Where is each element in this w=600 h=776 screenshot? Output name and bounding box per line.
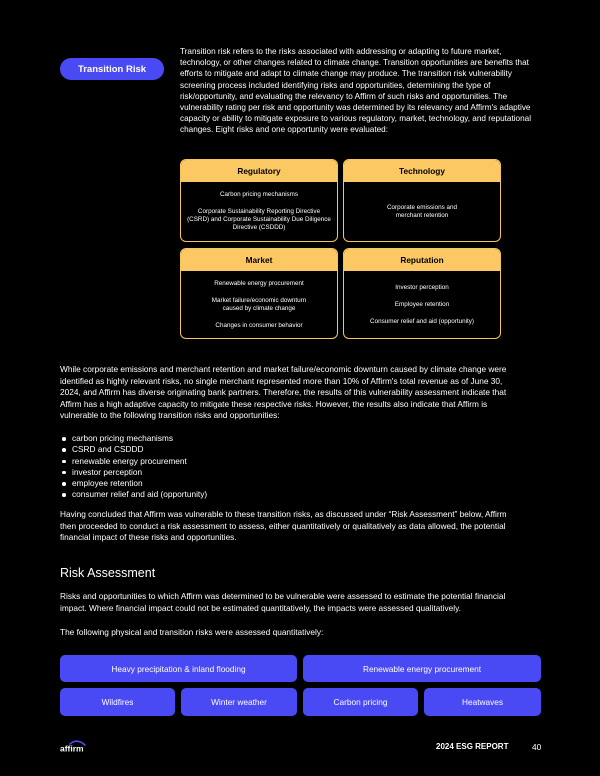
box-item: Employee retention [394,300,450,308]
technology-box [343,159,501,242]
box-title: Regulatory [181,160,337,182]
risk-assessment-lead-in: The following physical and transition risks were assessed quantitatively: [60,627,324,637]
renewable-energy-pill: Renewable energy procurement [303,655,541,682]
risk-category-grid [180,159,501,339]
box-title: Market [181,249,337,271]
vulnerability-paragraph: While corporate emissions and merchant retention and market failure/economic downturn caused by climate change were identified as highly relevant risks, no single merchant represented more than 10% of Affirm's total revenue as of June 30, 2024, and Affirm has diverse originating bank partners. Therefore, the results of this vulnerability assessment indicate that Affirm has a high adaptive capacity to mitigate these respective risks. However, the results also indicate that Affirm is vulnerable to the following transition risks and opportunities: [60,364,507,421]
list-item: carbon pricing mechanisms [60,433,207,444]
conclusion-paragraph: Having concluded that Affirm was vulnerable to these transition risks, as discussed under “Risk Assessment” below, Affirm then proceeded to conduct a risk assessment to assess, either quantitatively or qualitatively as data allowed, the potential financial impact of these risks and opportunities. [60,509,507,543]
vulnerable-risks-list [60,433,207,501]
box-item: Carbon pricing mechanisms [219,191,299,198]
box-item: Changes in consumer behavior [215,321,303,329]
list-item: CSRD and CSDDD [60,444,207,455]
box-item: Corporate emissions and merchant retention [386,203,457,219]
box-item: Investor perception [395,283,449,291]
list-item: investor perception [60,467,207,478]
box-item: Renewable energy procurement [214,279,304,287]
box-item: Consumer relief and aid (opportunity) [370,317,474,325]
winter-weather-pill: Winter weather [181,688,297,716]
risk-assessment-heading: Risk Assessment [60,566,156,580]
carbon-pricing-pill: Carbon pricing [303,688,418,716]
box-item: Market failure/economic downturn caused by climate change [211,296,307,312]
report-title: 2024 ESG REPORT [436,742,509,751]
risk-assessment-paragraph: Risks and opportunities to which Affirm was determined to be vulnerable were assessed to estimate the potential financial impact. Where financial impact could not be estimated quantitatively, the impacts were assessed qualitatively. [60,591,506,613]
box-title: Technology [344,160,500,182]
heatwaves-pill: Heatwaves [424,688,541,716]
page-number: 40 [532,742,542,752]
wildfires-pill: Wildfires [60,688,175,716]
transition-risk-intro: Transition risk refers to the risks associated with addressing or adapting to future market, technology, or other changes related to climate change. Transition opportunities are benefits that efforts to mitigate and adapt to climate change may produce. The transition risk vulnerability screening process included identifying risks and opportunities, determining the type of risk/opportunity, and evaluating the relevancy to Affirm of such risks and opportunities. The vulnerability rating per risk and opportunity was determined by its relevancy and Affirm's adaptive capacity or ability to mitigate exposure to various regulatory, market, technology, and reputational changes. Eight risks and one opportunity were evaluated: [180,47,532,135]
box-title: Reputation [344,249,500,271]
market-box [180,248,338,339]
list-item: consumer relief and aid (opportunity) [60,489,207,500]
regulatory-box [180,159,338,242]
transition-risk-label: Transition Risk [60,58,164,80]
heavy-precipitation-pill: Heavy precipitation & inland flooding [60,655,297,682]
list-item: renewable energy procurement [60,456,207,467]
box-item: Corporate Sustainability Reporting Directive (CSRD) and Corporate Sustainability Due Diligence Directive (CSDDD) [187,208,331,231]
svg-text:affirm: affirm [60,743,84,753]
affirm-logo-icon [60,739,88,753]
list-item: employee retention [60,478,207,489]
reputation-box [343,248,501,339]
